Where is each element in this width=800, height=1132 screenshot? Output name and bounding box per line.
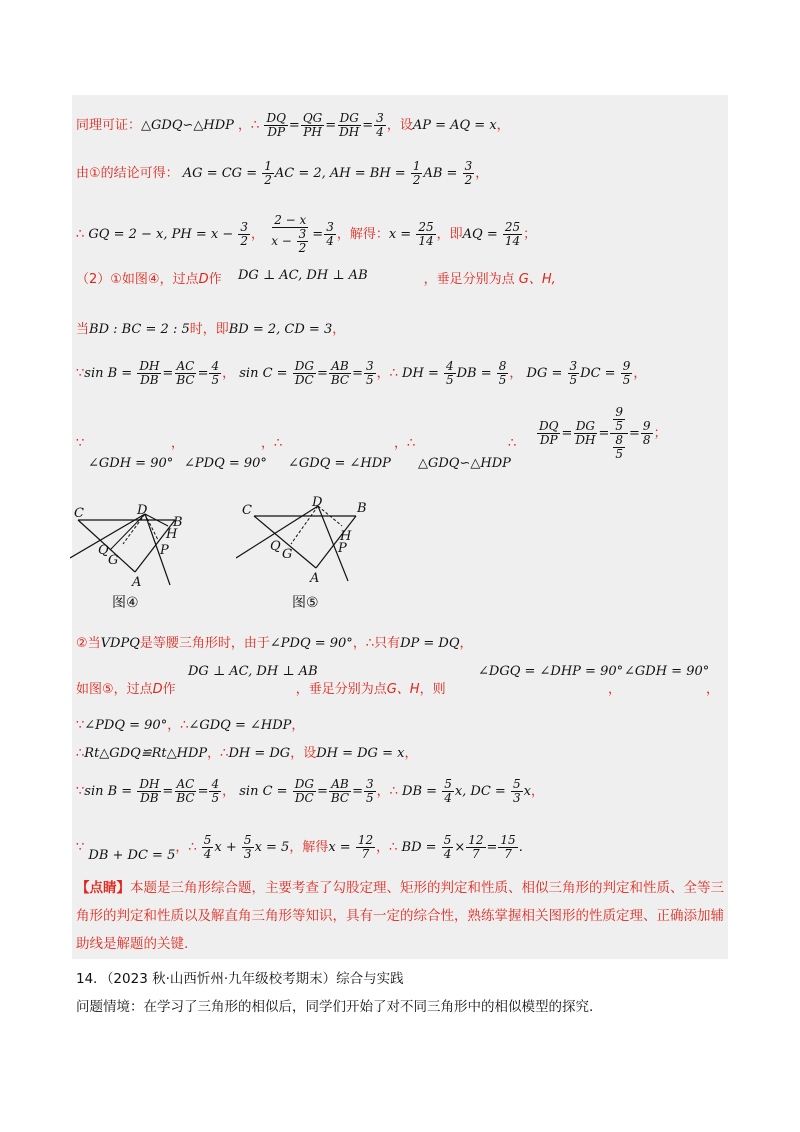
label-P: P — [160, 543, 169, 558]
math: △GDQ∽△HDP — [418, 456, 511, 471]
figure-4-caption: 图④ — [112, 595, 139, 611]
text: ，则 — [419, 682, 446, 697]
figure-4 — [70, 500, 200, 590]
math: ∠PDQ = 90° — [184, 456, 267, 471]
comment-paragraph — [76, 874, 728, 958]
math: DG ⊥ AC, DH ⊥ AB — [188, 664, 318, 679]
figure-5 — [236, 496, 376, 588]
label-Q: Q — [98, 543, 109, 558]
math: ∠GDH = 90° — [624, 664, 710, 679]
text: D — [198, 272, 209, 287]
label-B: B — [357, 501, 367, 516]
text: ，垂足分别为点 — [295, 682, 387, 697]
solution-line-1: 同理可证：△GDQ∽△HDP ，∴ $\frac{DQ}{DP}$ = $\frac{QG}{PH}$ = $\frac{DG}{DH}$ = $\frac{3}{4}$ ，设AP = AQ = x， — [76, 111, 510, 139]
text: ，设 — [386, 118, 413, 133]
math: BD : BC = 2 : 5 — [89, 322, 190, 337]
text: ，解得 — [289, 840, 329, 855]
problem-context: 问题情境：在学习了三角形的相似后，同学们开始了对不同三角形中的相似模型的探究. — [76, 999, 594, 1015]
comment-tag: 【点睛】 — [76, 880, 130, 896]
math: DG ⊥ AC, DH ⊥ AB — [238, 268, 368, 283]
math: DB + DC = 5 — [88, 848, 176, 863]
text: 同理可证： — [76, 118, 142, 133]
text: 时，即 — [189, 322, 229, 337]
solution-line-q6: ∵sin B = $\frac{DH}{DB}$ = $\frac{AC}{BC}$ = $\frac{4}{5}$ ， sin C = $\frac{DG}{DC}$ = $\frac{AB}{BC}$ = $\frac{3}{5}$ ，∴ DB = $\frac{5}{4}$ x, DC = $\frac{5}{3}$ x， — [76, 777, 544, 805]
text: 是等腰三角形时，由于 — [139, 636, 270, 651]
math: ∠GDQ = ∠HDP — [188, 718, 292, 733]
label-H: H — [340, 529, 352, 544]
label-G: G — [282, 547, 293, 562]
problem-header — [76, 968, 728, 990]
text: ∴ — [251, 118, 260, 133]
problem-number: 14． — [76, 971, 107, 987]
text: 作 — [162, 682, 176, 697]
solution-line-q7: ∵ DB + DC = 5，∴ $\frac{5}{4}$ x + $\frac{5}{3}$ x = 5，解得x = $\frac{12}{7}$ ，∴ BD = $\frac{5}{4}$ × $\frac{12}{7}$ = $\frac{15}{7}$ . — [76, 833, 523, 863]
text: ∴ — [76, 227, 85, 242]
problem-source: （2023 秋·山西忻州·九年级校考期末）综合与实践 — [106, 971, 404, 987]
math: ∠PDQ = 90° — [84, 718, 168, 733]
text: 设 — [303, 746, 317, 761]
math: VDPQ — [100, 636, 140, 651]
math: DH = DG = x — [316, 746, 405, 761]
math: DH = DG — [228, 746, 291, 761]
figure-5-caption: 图⑤ — [292, 595, 319, 611]
label-A: A — [132, 575, 142, 590]
solution-line-q2: ②当VDPQ是等腰三角形时，由于∠PDQ = 90°，∴只有DP = DQ， — [76, 636, 473, 651]
text: ②当 — [76, 636, 101, 651]
label-D: D — [312, 496, 323, 510]
label-B: B — [173, 515, 183, 530]
label-H: H — [166, 527, 178, 542]
solution-line-7: ∵ ∠GDH = 90° ， ∠PDQ = 90° ，∴ ∠GDQ = ∠HDP ，∴ △GDQ∽△HDP ∴ $\frac{DQ}{DP}$ = $\frac{DG}{DH}$ = $\frac{\frac{9}{5}}{\frac{8}{5}}$ = $\frac{9}{8}$ ； — [76, 405, 667, 471]
text: （2）①如图④，过点 — [76, 272, 199, 287]
text: ，∴只有 — [352, 636, 401, 651]
solution-line-3: ∴ GQ = 2 − x, PH = x − $\frac{3}{2}$ ， 2 − x x − $\frac{3}{2}$ = $\frac{3}{4}$ ，解得：x = $\frac{25}{14}$ ，即AQ = $\frac{25}{14}$ ； — [76, 213, 537, 255]
solution-line-q4: ∵∠PDQ = 90°，∴∠GDQ = ∠HDP， — [76, 718, 305, 733]
text: 由①的结论可得： — [76, 166, 179, 181]
label-C: C — [74, 506, 84, 521]
text: ，即 — [436, 227, 463, 242]
text: G、H — [386, 682, 420, 697]
solution-line-4 — [76, 268, 556, 288]
text: 作 — [208, 272, 222, 287]
math: ∠DGQ = ∠DHP = 90° — [478, 664, 624, 679]
comment-text: 本题是三角形综合题，主要考查了勾股定理、矩形的判定和性质、相似三角形的判定和性质、全等三角形的判定和性质以及解直角三角形等知识，具有一定的综合性，熟练掌握相关图形的性质定理、正确添加辅助线是解题的关键. — [76, 880, 724, 952]
text: 如图⑤，过点 — [76, 682, 153, 697]
text: 当 — [76, 322, 90, 337]
label-Q: Q — [270, 539, 281, 554]
math: Rt△GDQ≌Rt△HDP — [84, 746, 208, 761]
math: DP = DQ — [400, 636, 460, 651]
label-P: P — [338, 541, 347, 556]
solution-line-6: ∵sin B = $\frac{DH}{DB}$ = $\frac{AC}{BC}$ = $\frac{4}{5}$ ， sin C = $\frac{DG}{DC}$ = $\frac{AB}{BC}$ = $\frac{3}{5}$ ，∴ DH = $\frac{4}{5}$ DB = $\frac{8}{5}$ ， DG = $\frac{3}{5}$ DC = $\frac{9}{5}$ ， — [76, 359, 647, 387]
text: G、H, — [518, 272, 556, 287]
label-C: C — [242, 503, 252, 518]
math: BD = 2, CD = 3 — [228, 322, 333, 337]
math: AP = AQ = x — [412, 118, 497, 133]
text: ，解得： — [336, 227, 389, 242]
label-G: G — [108, 553, 119, 568]
solution-line-2: 由①的结论可得： AG = CG = $\frac{1}{2}$ AC = 2, AH = BH = $\frac{1}{2}$ AB = $\frac{3}{2}$ ， — [76, 159, 489, 187]
math: △GDQ∽△HDP — [141, 118, 234, 133]
label-A: A — [310, 571, 320, 586]
math: ∠GDQ = ∠HDP — [288, 456, 391, 471]
solution-line-5: 当BD : BC = 2 : 5时，即BD = 2, CD = 3， — [76, 322, 346, 337]
solution-line-q5: ∴Rt△GDQ≌Rt△HDP，∴DH = DG，设DH = DG = x， — [76, 746, 418, 761]
label-D: D — [137, 503, 148, 518]
text: ，垂足分别为点 — [423, 272, 515, 287]
solution-line-q3: DG ⊥ AC, DH ⊥ AB ∠DGQ = ∠DHP = 90° ∠GDH = 90° 如图⑤，过点D作 ，垂足分别为点G、H，则 ， ， — [76, 664, 720, 697]
math: ∠GDH = 90° — [88, 456, 174, 471]
math: ∠PDQ = 90° — [269, 636, 353, 651]
